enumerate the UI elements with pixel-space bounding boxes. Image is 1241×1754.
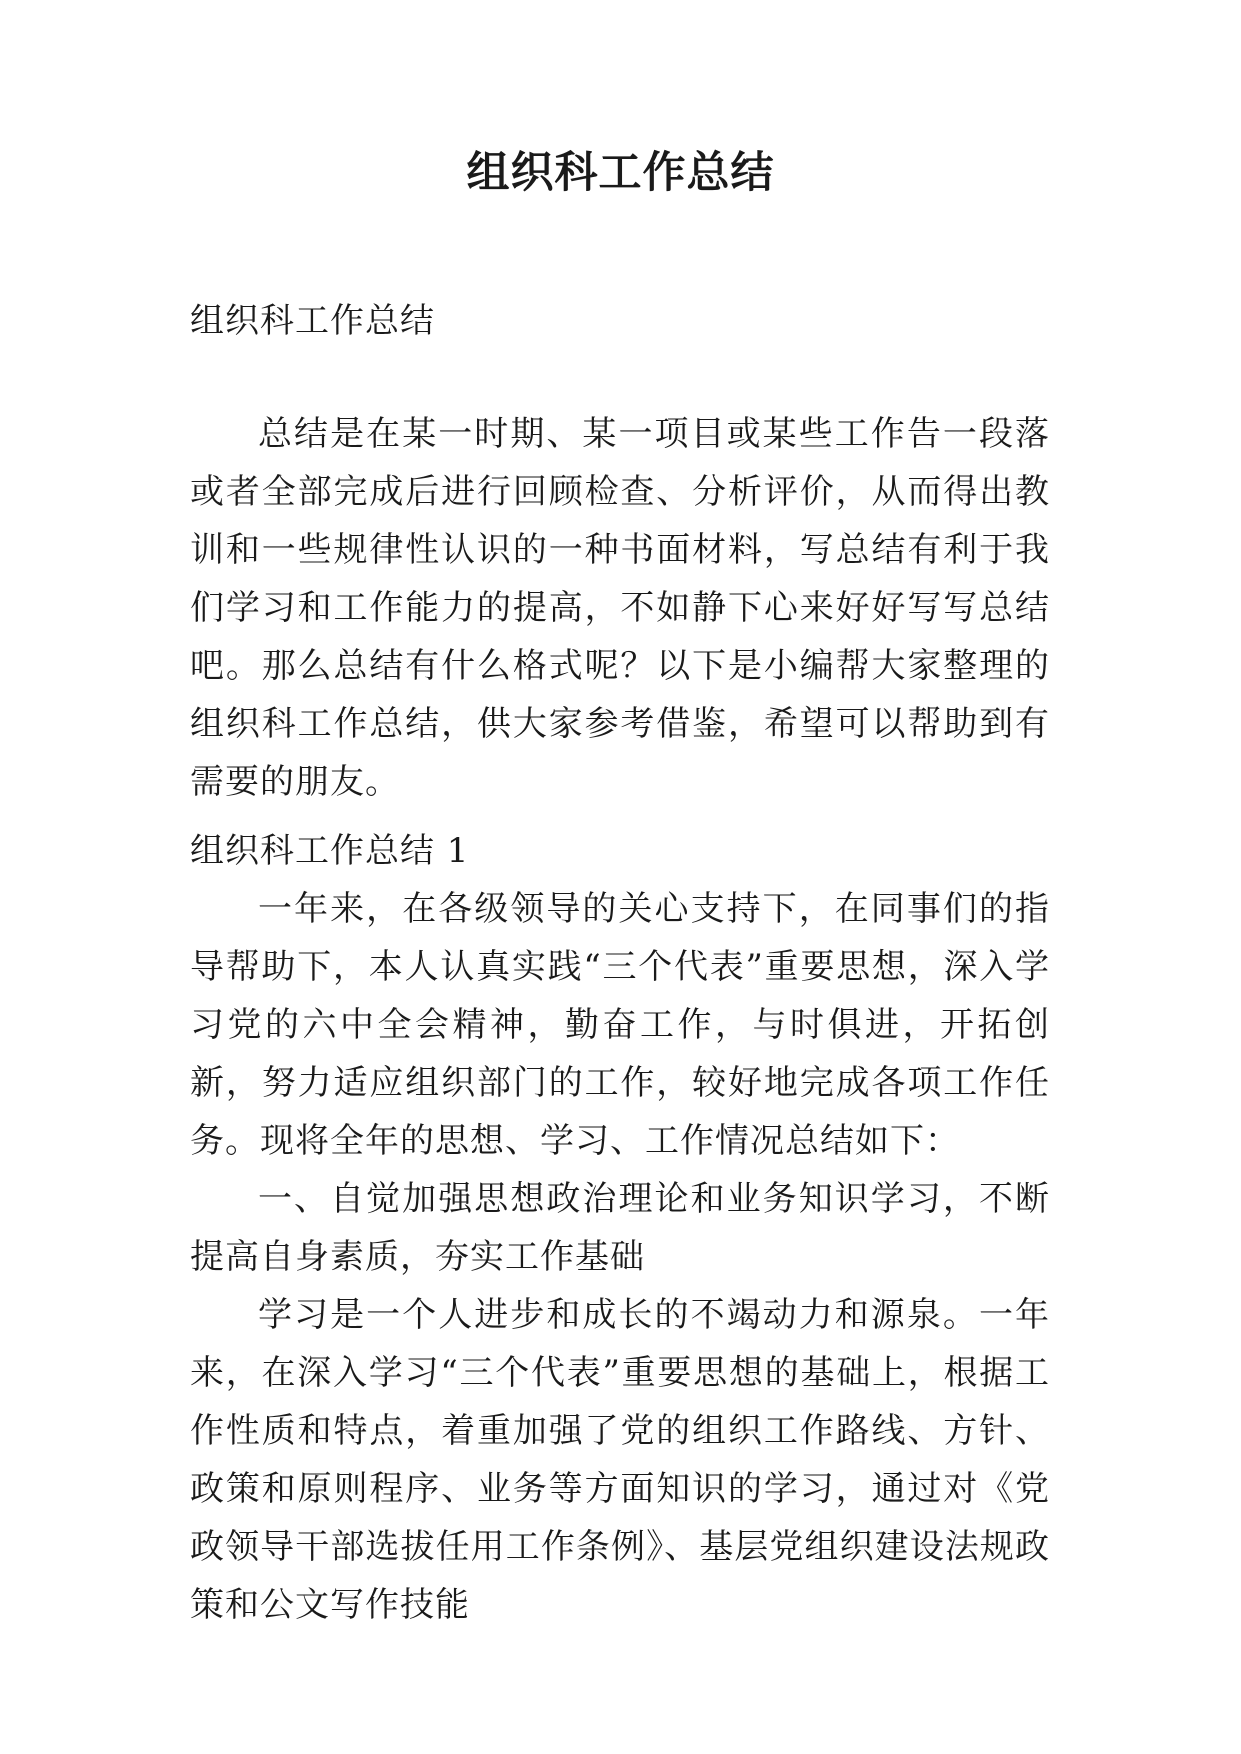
- document-subtitle: 组织科工作总结: [190, 301, 435, 341]
- section-content: [190, 880, 1050, 1634]
- document-title: 组织科工作总结: [466, 148, 775, 198]
- paragraph-3: 学习是一个人进步和成长的不竭动力和源泉。一年来，在深入学习“三个代表”重要思想的基础上，根据工作性质和特点，着重加强了党的组织工作路线、方针、政策和原则程序、业务等方面知识的学习，通过对《党政领导干部选拔任用工作条例》、基层党组织建设法规政策和公文写作技能: [190, 1295, 1050, 1625]
- paragraph-2-heading: 一、自觉加强思想政治理论和业务知识学习，不断提高自身素质，夯实工作基础: [190, 1179, 1050, 1277]
- section-title: 组织科工作总结 1: [190, 831, 470, 871]
- intro-paragraph: 总结是在某一时期、某一项目或某些工作告一段落或者全部完成后进行回顾检查、分析评价，从而得出教训和一些规律性认识的一种书面材料，写总结有利于我们学习和工作能力的提高，不如静下心来好好写写总结吧。那么总结有什么格式呢？以下是小编帮大家整理的组织科工作总结，供大家参考借鉴，希望可以帮助到有需要的朋友。: [190, 414, 1050, 802]
- paragraph-1: 一年来，在各级领导的关心支持下，在同事们的指导帮助下，本人认真实践“三个代表”重要思想，深入学习党的六中全会精神，勤奋工作，与时俱进，开拓创新，努力适应组织部门的工作，较好地完成各项工作任务。现将全年的思想、学习、工作情况总结如下：: [190, 889, 1050, 1161]
